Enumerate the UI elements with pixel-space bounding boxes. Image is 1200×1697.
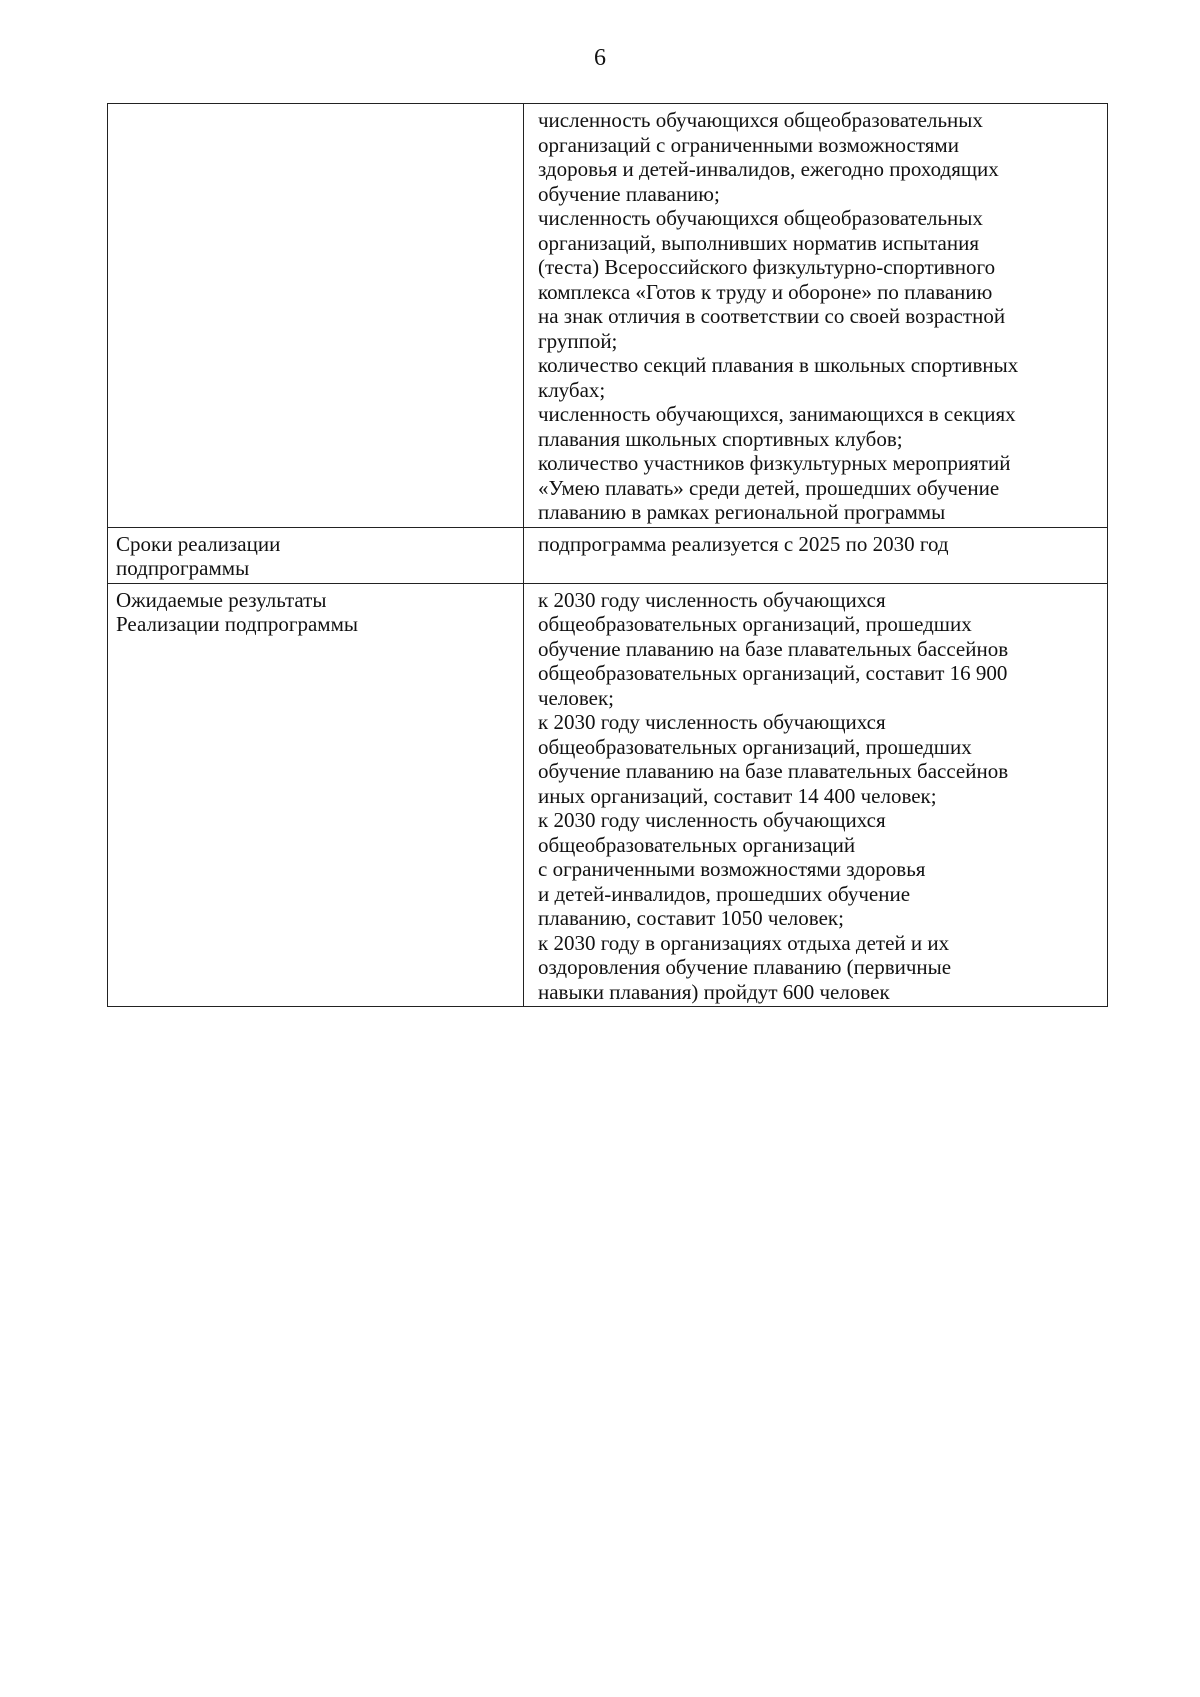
result-line: общеобразовательных организаций, прошедших [538, 612, 972, 636]
expected-results-value [524, 583, 1108, 1007]
result-line: общеобразовательных организаций, прошедших [538, 734, 972, 759]
indicator-line: клубах; [538, 377, 606, 402]
indicator-line: обучение плаванию; [538, 181, 720, 206]
result-line: оздоровления обучение плаванию (первичные [538, 955, 952, 979]
row-label-empty [108, 104, 524, 528]
indicator-line: на знак отличия в соответствии со своей возрастной [538, 304, 1006, 328]
indicator-line: численность обучающихся общеобразовательных [538, 206, 983, 230]
page-number: 6 [594, 45, 606, 71]
label-line: подпрограммы [116, 556, 250, 580]
result-line: человек; [538, 685, 615, 710]
indicator-line: (теста) Всероссийского физкультурно-спортивного [538, 255, 996, 279]
period-line: подпрограмма реализуется с 2025 по 2030 год [538, 531, 949, 556]
implementation-period-value [524, 527, 1108, 583]
result-line: навыки плавания) пройдут 600 человек [538, 979, 890, 1004]
table-row-implementation-period [108, 527, 1108, 583]
label-line: Сроки реализации [116, 531, 281, 556]
indicators-value-cell [524, 104, 1108, 528]
indicator-line: группой; [538, 328, 618, 353]
indicator-line: комплекса «Готов к труду и обороне» по плаванию [538, 279, 993, 304]
result-line: к 2030 году численность обучающихся [538, 587, 886, 612]
indicator-line: количество секций плавания в школьных спортивных [538, 353, 1019, 377]
result-line: общеобразовательных организаций [538, 832, 856, 857]
indicator-line: здоровья и детей-инвалидов, ежегодно проходящих [538, 157, 999, 181]
indicator-line: плавания школьных спортивных клубов; [538, 426, 903, 451]
result-line: к 2030 году в организациях отдыха детей и их [538, 930, 950, 955]
label-line: Ожидаемые результаты [116, 587, 327, 612]
subprogram-passport-table [107, 103, 1108, 1007]
indicator-line: численность обучающихся, занимающихся в секциях [538, 402, 1016, 426]
result-line: общеобразовательных организаций, составит 16 900 [538, 661, 1008, 685]
table-row-expected-results [108, 583, 1108, 1007]
indicator-line: организаций, выполнивших норматив испытания [538, 230, 979, 255]
indicator-line: «Умею плавать» среди детей, прошедших обучение [538, 475, 1000, 500]
table-row-indicators [108, 104, 1108, 528]
result-line: плаванию, составит 1050 человек; [538, 906, 844, 930]
result-line: обучение плаванию на базе плавательных бассейнов [538, 636, 1009, 661]
expected-results-label [108, 583, 524, 1007]
result-line: к 2030 году численность обучающихся [538, 808, 886, 832]
indicator-line: численность обучающихся общеобразовательных [538, 108, 983, 132]
indicator-line: плаванию в рамках региональной программы [538, 500, 946, 524]
indicator-line: количество участников физкультурных мероприятий [538, 451, 1011, 475]
result-line: к 2030 году численность обучающихся [538, 710, 886, 734]
result-line: иных организаций, составит 14 400 человек; [538, 783, 937, 808]
result-line: и детей-инвалидов, прошедших обучение [538, 881, 911, 906]
implementation-period-label [108, 527, 524, 583]
result-line: с ограниченными возможностями здоровья [538, 857, 926, 881]
indicator-line: организаций с ограниченными возможностями [538, 132, 959, 157]
result-line: обучение плаванию на базе плавательных бассейнов [538, 759, 1009, 783]
label-line: Реализации подпрограммы [116, 612, 358, 636]
